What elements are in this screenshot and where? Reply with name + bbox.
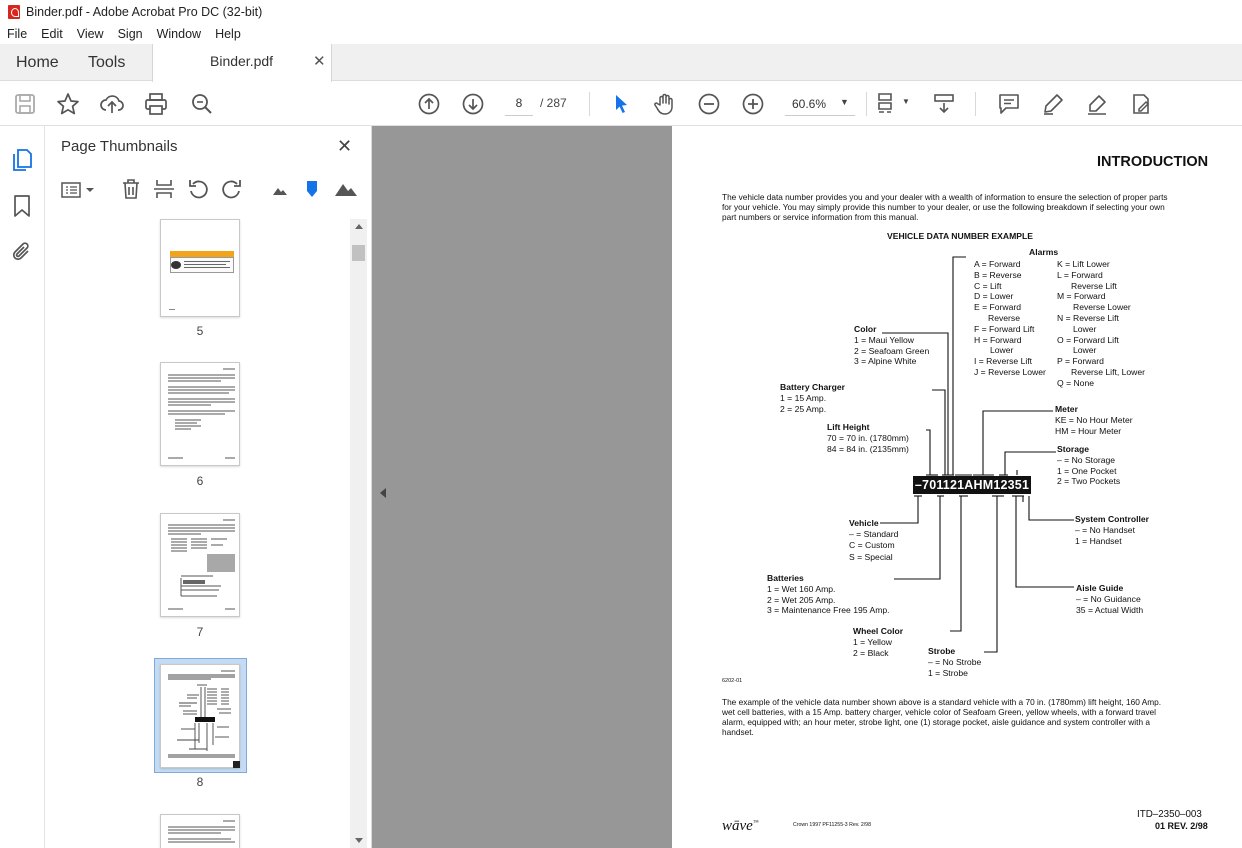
previous-page-icon[interactable]	[415, 90, 443, 118]
strobe-block: Strobe – = No Strobe 1 = Strobe	[928, 646, 982, 678]
chevron-down-icon: ▼	[840, 97, 849, 107]
scrollbar-thumb[interactable]	[352, 245, 365, 261]
vehicle-data-number: –701121AHM12351	[914, 478, 1030, 492]
pdf-page	[672, 126, 1242, 848]
page-total: / 287	[540, 96, 567, 110]
menu-file[interactable]: File	[7, 27, 28, 41]
select-pointer-icon[interactable]	[607, 90, 635, 118]
comment-icon[interactable]	[995, 90, 1023, 118]
thumbnail-label: 7	[196, 625, 204, 639]
highlight-pen-icon[interactable]	[1039, 90, 1067, 118]
alarms-list-right: K = Lift Lower L = Forward Reverse Lift M = Forward Reverse Lower N = Reverse Lift Lower O = Forward Lift Lower P = Forward Reverse Lift, Lower Q = None	[1057, 259, 1146, 388]
thumbnail-smaller-icon[interactable]	[272, 184, 288, 196]
zoom-select[interactable]	[785, 92, 855, 116]
aisle-guide-block: Aisle Guide – = No Guidance 35 = Actual Width	[1076, 583, 1144, 615]
summary-paragraph: The example of the vehicle data number shown above is a standard vehicle with a 70 in. (1780mm) lift height, 160 Amp. wet cell batteries, with a 15 Amp. battery charger, vehicle color of Seafoam Green, yellow wheels, with a forward travel alarm, equipped with; an hour meter, strobe light, one (1) storage pocket, aisle guidance and system controller with a handset.	[722, 697, 1162, 737]
thumbnails-panel	[45, 126, 372, 848]
main-toolbar	[0, 82, 1242, 126]
thumbnail-page-5[interactable]	[160, 219, 240, 317]
hand-tool-icon[interactable]	[651, 90, 679, 118]
bookmarks-icon[interactable]	[13, 194, 31, 218]
thumbnail-page-6[interactable]	[160, 362, 240, 466]
title-bar	[0, 0, 1242, 24]
meter-block: Meter KE = No Hour Meter HM = Hour Meter	[1055, 404, 1133, 436]
page-heading: INTRODUCTION	[1097, 154, 1209, 170]
tab-document[interactable]	[152, 44, 332, 82]
wave-logo: wāve™	[722, 818, 759, 834]
fill-sign-icon[interactable]	[1083, 90, 1111, 118]
menu-window[interactable]: Window	[156, 27, 202, 41]
battery-charger-block: Battery Charger 1 = 15 Amp. 2 = 25 Amp.	[780, 382, 845, 414]
footer-copyright: Crown 1997 PF11255-3 Rev. 2/98	[793, 822, 871, 828]
navigation-rail	[0, 126, 45, 848]
zoom-out-icon[interactable]	[695, 90, 723, 118]
example-title: VEHICLE DATA NUMBER EXAMPLE	[887, 231, 1033, 241]
tab-home[interactable]: Home	[16, 53, 59, 71]
attachments-icon[interactable]	[11, 240, 33, 264]
rotate-left-icon[interactable]	[187, 178, 209, 200]
storage-block: Storage – = No Storage 1 = One Pocket 2 = Two Pockets	[1057, 444, 1121, 487]
menu-bar	[0, 24, 1242, 44]
system-controller-block: System Controller – = No Handset 1 = Handset	[1075, 514, 1150, 546]
panel-title: Page Thumbnails	[61, 138, 178, 155]
next-page-icon[interactable]	[459, 90, 487, 118]
close-panel-icon[interactable]: ✕	[337, 136, 353, 156]
thumbnail-label: 6	[196, 474, 204, 488]
thumbnail-options-icon[interactable]	[61, 181, 95, 199]
thumbnail-list	[45, 217, 372, 848]
print-icon[interactable]	[142, 90, 170, 118]
close-tab-icon[interactable]: ✕	[313, 53, 326, 70]
zoom-search-icon[interactable]	[188, 90, 216, 118]
scroll-down-icon[interactable]	[355, 838, 363, 843]
alarms-list-left: A = Forward B = Reverse C = Lift D = Lower E = Forward Reverse F = Forward Lift H = Forward Lower I = Reverse Lift J = Reverse Lower	[974, 259, 1046, 377]
menu-view[interactable]: View	[76, 27, 104, 41]
zoom-value: 60.6%	[792, 97, 827, 111]
thumbnail-page-8[interactable]	[160, 664, 240, 768]
tab-tools[interactable]: Tools	[88, 53, 126, 71]
rotate-right-icon[interactable]	[221, 178, 243, 200]
extract-page-icon[interactable]	[153, 178, 175, 200]
alarms-title: Alarms	[1029, 247, 1059, 257]
save-icon[interactable]	[11, 90, 39, 118]
page-thumbnails-icon[interactable]	[11, 148, 33, 172]
page-number-input[interactable]: 8	[505, 92, 533, 116]
zoom-in-icon[interactable]	[739, 90, 767, 118]
page-fit-icon[interactable]	[874, 90, 902, 118]
tab-document-label: Binder.pdf	[210, 53, 274, 69]
page-margin-area	[372, 126, 672, 848]
menu-help[interactable]: Help	[215, 27, 241, 41]
thumbnail-label: 5	[196, 324, 204, 338]
pdf-app-icon	[8, 5, 20, 19]
menu-edit[interactable]: Edit	[41, 27, 63, 41]
footer-doc-code: ITD–2350–003	[1137, 809, 1202, 820]
vehicle-block: Vehicle – = Standard C = Custom S = Special	[849, 518, 899, 562]
window-title: Binder.pdf - Adobe Acrobat Pro DC (32-bit)	[26, 5, 263, 19]
thumbnail-page-7[interactable]	[160, 513, 240, 617]
batteries-block: Batteries 1 = Wet 160 Amp. 2 = Wet 205 Amp. 3 = Maintenance Free 195 Amp.	[767, 573, 890, 616]
edit-pdf-icon[interactable]	[1127, 90, 1155, 118]
bookmark-star-icon[interactable]	[54, 90, 82, 118]
thumbnail-scrollbar[interactable]	[350, 219, 367, 848]
intro-paragraph: The vehicle data number provides you and your dealer with a wealth of information to ensure the selection of proper parts for your vehicle. You may simply provide this number to your dealer, or use the following breakdown if selecting your own part numbers or service information from this manual.	[722, 192, 1168, 222]
thumbnail-larger-icon[interactable]	[334, 179, 358, 197]
color-block: Color 1 = Maui Yellow 2 = Seafoam Green 3 = Alpine White	[854, 324, 930, 367]
scroll-mode-icon[interactable]	[930, 90, 958, 118]
document-view[interactable]	[372, 126, 1242, 848]
upload-icon[interactable]	[98, 90, 126, 118]
delete-page-icon[interactable]	[121, 178, 141, 200]
footer-revision: 01 REV. 2/98	[1155, 821, 1208, 831]
page-fit-chevron-icon[interactable]: ▼	[902, 97, 910, 106]
lift-height-block: Lift Height 70 = 70 in. (1780mm) 84 = 84 in. (2135mm)	[827, 422, 909, 454]
thumbnail-size-slider-icon[interactable]	[305, 179, 319, 199]
wheel-color-block: Wheel Color 1 = Yellow 2 = Black	[853, 626, 904, 658]
menu-sign[interactable]: Sign	[117, 27, 143, 41]
collapse-panel-icon[interactable]	[380, 488, 386, 498]
thumbnail-label: 8	[196, 775, 204, 789]
scroll-up-icon[interactable]	[355, 224, 363, 229]
figure-code: 6202-01	[722, 678, 743, 684]
thumbnail-page-9[interactable]	[160, 814, 240, 848]
